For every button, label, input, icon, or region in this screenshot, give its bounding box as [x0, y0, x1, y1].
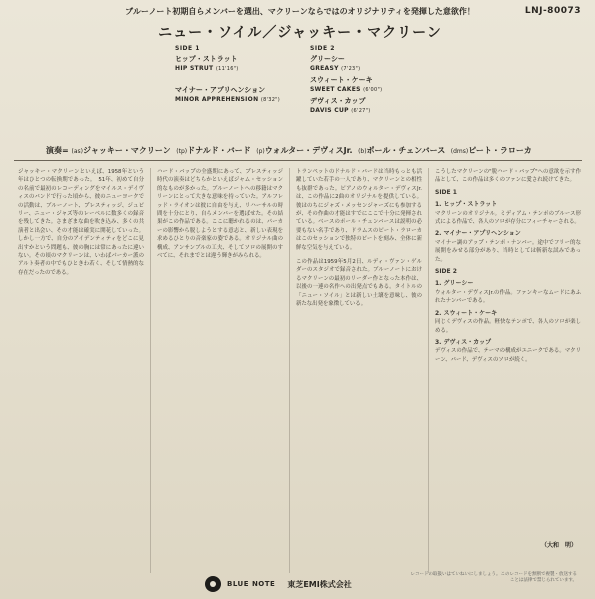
section-side2: SIDE 2 [435, 268, 457, 276]
track-en: GREASY [310, 65, 339, 72]
column-divider [428, 168, 429, 573]
personnel-line [46, 145, 566, 156]
track-en: SWEET CAKES [310, 86, 361, 93]
column-divider [289, 168, 290, 573]
section-side1: SIDE 1 [435, 188, 457, 196]
notes-paragraph: ジャッキー・マクリーンといえば、1958年という年はひとつの転換期であった。 51年、初めて自分の名前で最初のレコーディングをマイルス・デイヴィスのバンドで行った頃から、彼のニューヨークでの活動は、ブルーノート、プレスティッジ、ジュビリー、ニュー・ジャズ等のレーベルに数多くの録音を残してきた。さまざまな曲を吹き込み、多くの共演者と出会い、その才能は確実に開花していった。しかし一方で、自分のアイデンティティをどこに見出すかという問題も、彼の胸には常にあったに違いない。その頃のマクリーンは、いわばパーカー派のアルト奏者の中でもひときわ若く、そして情熱的な存在だったのである。 [18, 169, 144, 276]
track-jp: グリーシー [310, 55, 345, 63]
instrument-tag: (as) [71, 148, 83, 155]
footer-note: レコードの取扱いはていねいにしましょう。このレコードを無断で複製・放送することは法律で禁じられています。 [410, 572, 577, 583]
notes-column-4 [435, 168, 581, 573]
member-name: ジャッキー・マクリーン [82, 146, 171, 155]
track-duration: (6'27") [351, 108, 371, 114]
column-divider [150, 168, 151, 573]
track-duration: (6'00") [363, 87, 383, 93]
notes-column-1 [18, 168, 144, 573]
side1-label: SIDE 1 [175, 45, 200, 52]
notes-paragraph: トランペットのドナルド・バードは当時もっとも活躍していた若手の一人であり、マクリーンとの相性も抜群であった。ピアノのウォルター・デヴィスJr.は、この作品に2曲のオリジナルを提供している。彼はのちにジャズ・メッセンジャーズにも参加するが、その作曲の才能はすでにここで十分に発揮されている。ベースのポール・チェンバースは説明の必要もない名手であり、ドラムスのピート・ラローカはこのセッションで独特のビートを刻み、全体に新鮮な空気を与えている。 [296, 169, 422, 251]
notes-paragraph: こうしたマクリーンの"脱ハード・バップ"への意欲を示す作品として、この作品は多くのファンに愛され続けてきた。 [435, 169, 581, 184]
member-name: ドナルド・バード [187, 146, 251, 155]
member-name: ウォルター・デヴィスJr. [264, 146, 353, 155]
track-duration: (11'16") [215, 66, 239, 72]
notes-paragraph: ハード・バップの全盛期にあって、プレスティッジ時代の演奏はどちらかといえばジャム・セッション的なものが多かった。ブルーノートへの移籍はマクリーンにとって大きな意味を持っていた。アルフレッド・ライオンは彼に自由を与え、リハーサルの時間を十分にとり、自らメンバーを選ばせた。その結果がこの作品である。ここに聴かれるのは、パーカーの影響から脱しようとする意志と、新しい表現を求めるひとりの音楽家の姿である。オリジナル曲の構成、アンサンブルの工夫、そしてソロの展開のすべてに、それまでとは違う輝きがみられる。 [157, 169, 283, 260]
track-heading: 3. デヴィス・カップ [435, 338, 492, 346]
company-name: 東芝EMI株式会社 [287, 579, 352, 589]
track-note: マクリーンのオリジナル。ミディアム・テンポのブルース形式による作品で、各人のソロが存分にフィーチャーされる。 [435, 210, 581, 226]
instrument-tag: (b) [358, 148, 367, 155]
member-name: ポール・チェンバース [366, 146, 446, 155]
member-name: ピート・ラローカ [468, 146, 532, 155]
track-en: DAVIS CUP [310, 107, 349, 114]
label-logos [205, 576, 352, 592]
track-note: 同じくデヴィスの作品。軽快なテンポで、各人のソロが楽しめる。 [435, 319, 581, 334]
track-greasy [310, 55, 360, 74]
track-jp: デヴィス・カップ [310, 97, 366, 105]
notes-column-2 [157, 168, 283, 573]
track-en: HIP STRUT [175, 65, 214, 72]
track-minor-apprehension [175, 86, 280, 105]
track-note: マイナー調のアップ・テンポ・ナンバー。途中でフリー的な展開をみせる部分があり、当時としては斬新な試みであった。 [435, 239, 581, 263]
track-duration: (8'32") [260, 97, 281, 103]
track-jp: ヒップ・ストラット [175, 55, 238, 63]
side2-label: SIDE 2 [310, 45, 335, 52]
blue-note-logo-icon [205, 576, 221, 592]
album-title: ニュー・ソイル／ジャッキー・マクリーン [158, 25, 442, 41]
track-jp: スウィート・ケーキ [310, 76, 373, 84]
instrument-tag: (p) [256, 148, 265, 155]
track-jp: マイナー・アプリヘンション [175, 86, 266, 94]
track-heading: 1. グリーシー [435, 280, 474, 288]
track-note: デヴィスの作品で、テーマの構成がユニークである。マクリーン、バード、デヴィスのソロが続く。 [435, 348, 581, 363]
headline: ブルーノート初期自らメンバーを選出、マクリーンならではのオリジナリティを発揮した意欲作！ [125, 7, 475, 16]
writer-credit: （大和 明） [540, 542, 577, 549]
track-heading: 2. スウィート・ケーキ [435, 309, 498, 317]
track-hip-strut [175, 55, 239, 74]
track-sweet-cakes [310, 76, 382, 95]
notes-paragraph: この作品は1959年5月2日、ルディ・ヴァン・ゲルダーのスタジオで録音された。ブルーノートにおけるマクリーンの最初のリーダー作となった本作は、以後の一連の名作への出発点でもある。タイトルの「ニュー・ソイル」とは新しい土壌を意味し、彼の新たな出発を象徴している。 [296, 259, 422, 308]
personnel-label: 演奏= [46, 146, 69, 155]
divider-rule [14, 160, 582, 161]
track-davis-cup [310, 97, 371, 116]
notes-column-3 [296, 168, 422, 573]
track-duration: (7'23") [341, 66, 361, 72]
catalog-number: LNJ-80073 [524, 6, 581, 16]
track-note: ウォルター・デヴィスJr.の作品。ファンキーなムードにあふれたナンバーである。 [435, 289, 581, 305]
label-name: BLUE NOTE [227, 580, 276, 588]
instrument-tag: (dms) [450, 148, 469, 155]
track-heading: 2. マイナー・アプリヘンション [435, 230, 521, 238]
track-heading: 1. ヒップ・ストラット [435, 201, 498, 209]
track-en: MINOR APPREHENSION [175, 96, 259, 103]
instrument-tag: (tp) [176, 148, 188, 155]
